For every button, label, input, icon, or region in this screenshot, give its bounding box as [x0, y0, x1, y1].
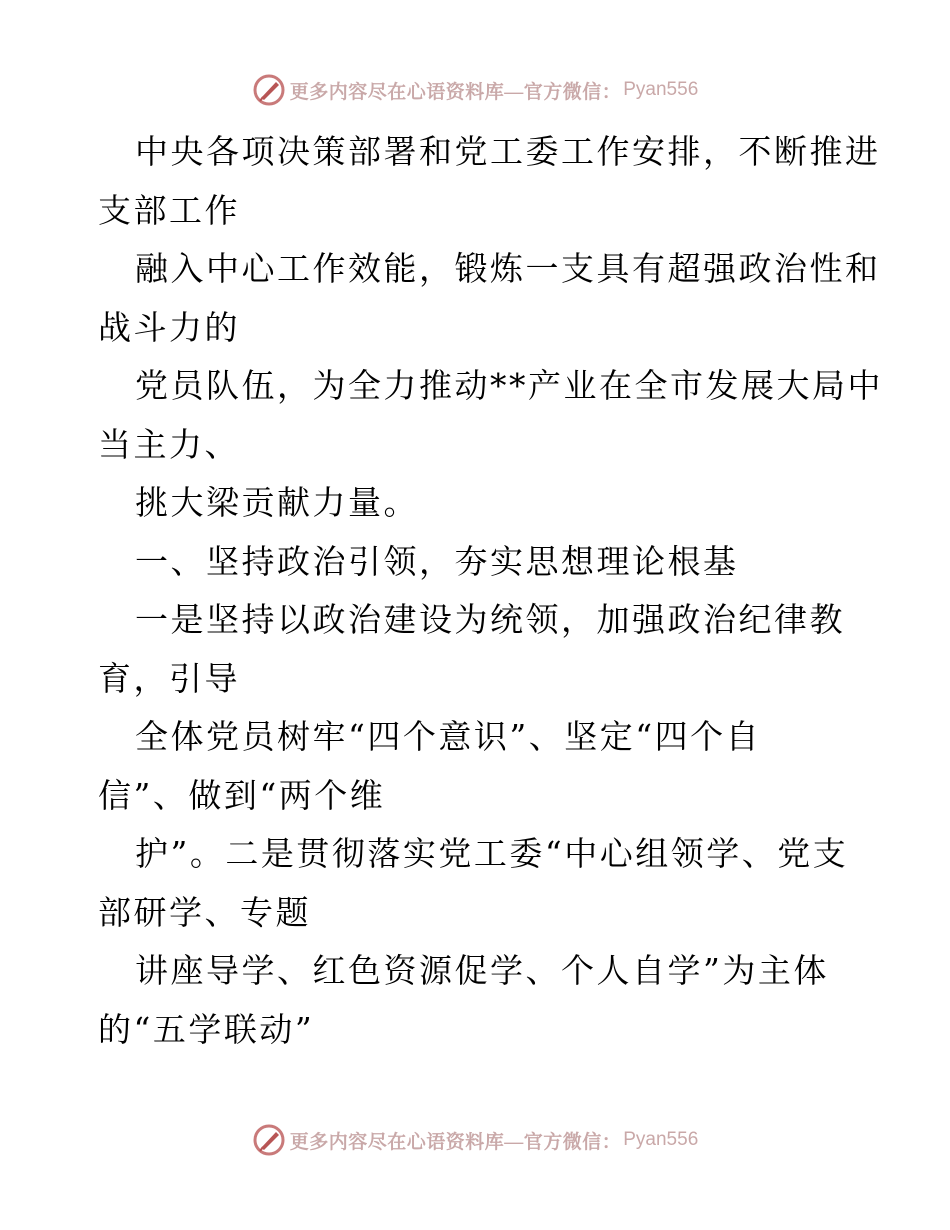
watermark-wechat-id: Pyan556	[623, 79, 699, 100]
text-line: 挑大梁贡献力量。	[135, 483, 419, 522]
text-line: 战斗力的	[98, 307, 240, 347]
text-line: 讲座导学、红色资源促学、个人自学”为主体	[135, 951, 829, 990]
header-watermark	[0, 70, 950, 110]
text-line: 一、坚持政治引领，夯实思想理论根基	[135, 541, 739, 581]
text-line: 部研学、专题	[98, 892, 311, 932]
text-line: 的“五学联动”	[98, 1009, 315, 1049]
quill-logo-icon	[252, 73, 286, 107]
document-body	[98, 123, 883, 1059]
text-line: 护”。二是贯彻落实党工委“中心组领学、党支	[135, 834, 849, 873]
text-line: 全体党员树牢“四个意识”、坚定“四个自	[135, 717, 762, 756]
watermark-text: 更多内容尽在心语资料库—官方微信：	[289, 1131, 622, 1153]
text-line: 一是坚持以政治建设为统领，加强政治纪律教	[135, 600, 845, 639]
watermark-text: 更多内容尽在心语资料库—官方微信：	[289, 81, 622, 103]
text-line: 当主力、	[98, 424, 240, 464]
text-line: 中央各项决策部署和党工委工作安排，不断推进	[135, 132, 881, 171]
text-line: 支部工作	[98, 190, 240, 230]
text-line: 融入中心工作效能，锻炼一支具有超强政治性和	[135, 249, 881, 288]
text-line: 信”、做到“两个维	[98, 775, 386, 815]
text-line: 党员队伍，为全力推动**产业在全市发展大局中	[135, 366, 883, 405]
footer-watermark	[0, 1120, 950, 1160]
quill-logo-icon	[252, 1123, 286, 1157]
text-line: 育，引导	[98, 658, 240, 698]
watermark-wechat-id: Pyan556	[623, 1129, 699, 1150]
